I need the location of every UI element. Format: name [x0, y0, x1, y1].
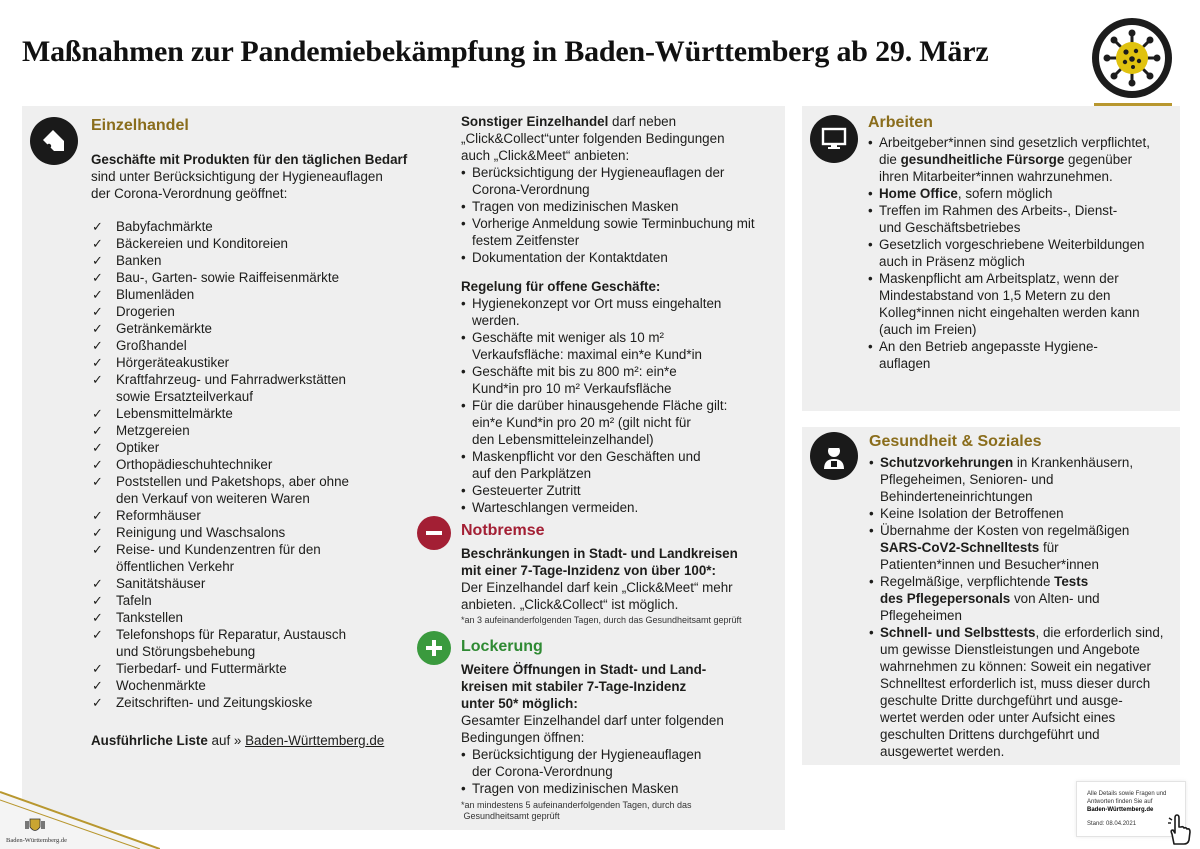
info-card: Alle Details sowie Fragen und Antworten finden Sie auf Baden-Württemberg.de Stand: 08.04.2021	[1076, 781, 1186, 837]
essential-shops-list	[92, 218, 349, 711]
list-item: ✓ Tierbedarf- und Futtermärkte	[92, 660, 349, 677]
other-retail-intro: Sonstiger Einzelhandel darf neben „Click&Collect“unter folgenden Bedingungen auch „Click&Meet“ anbieten:	[461, 114, 725, 163]
page-title: Maßnahmen zur Pandemiebekämpfung in Baden-Württemberg ab 29. März	[22, 35, 989, 68]
section-heading-einzelhandel: Einzelhandel	[91, 117, 189, 134]
list-item: ✓ Wochenmärkte	[92, 677, 349, 694]
notbremse-text: Beschränkungen in Stadt- und Landkreisen mit einer 7-Tage-Inzidenz von über 100*: Der Einzelhandel darf kein „Click&Meet“ mehr anbieten. „Click&Collect“ ist möglich.	[461, 546, 738, 612]
list-item: • Dokumentation der Kontaktdaten	[461, 249, 755, 266]
list-item: ✓ Sanitätshäuser	[92, 575, 349, 592]
list-item: ✓ Metzgereien	[92, 422, 349, 439]
lockerung-footnote: *an mindestens 5 aufeinanderfolgenden Tagen, durch das Gesundheitsamt geprüft	[461, 800, 692, 821]
list-item: • An den Betrieb angepasste Hygiene- auflagen	[868, 338, 1150, 372]
list-item: • Warteschlangen vermeiden.	[461, 499, 727, 516]
full-list-hint: Ausführliche Liste auf » Baden-Württemberg.de	[91, 733, 385, 748]
section-heading-gesundheit: Gesundheit & Soziales	[869, 433, 1042, 450]
list-item: ✓ Tankstellen	[92, 609, 349, 626]
list-item: • Schutzvorkehrungen in Krankenhäusern, Pflegeheimen, Senioren- und Behinderteneinrichtungen	[869, 454, 1164, 505]
section-heading-arbeiten: Arbeiten	[868, 114, 933, 131]
list-item: • Schnell- und Selbsttests, die erforderlich sind, um gewisse Dienstleistungen und Angebote wahrnehmen zu können: Soweit ein negativer Schnelltest erforderlich ist, muss dieser durch geschulte Dritte durchgeführt und ausge- wertet werden oder unter Aufsicht eines geschulten Drittens durchgeführt und ausgewertet werden.	[869, 624, 1164, 760]
plus-icon	[417, 631, 451, 665]
list-item: • Übernahme der Kosten von regelmäßigen SARS-CoV2-Schnelltests für Patienten*innen und Besucher*innen	[869, 522, 1164, 573]
list-item: ✓ Telefonshops für Reparatur, Austausch und Störungsbehebung	[92, 626, 349, 660]
section-heading-notbremse: Notbremse	[461, 522, 545, 539]
list-item: ✓ Orthopädieschuhtechniker	[92, 456, 349, 473]
list-item: • Berücksichtigung der Hygieneauflagen der Corona-Verordnung	[461, 164, 755, 198]
list-item: • Regelmäßige, verpflichtende Tests des Pflegepersonals von Alten- und Pflegeheimen	[869, 573, 1164, 624]
list-item: • Gesteuerter Zutritt	[461, 482, 727, 499]
list-item: ✓ Drogerien	[92, 303, 349, 320]
doctor-icon	[810, 432, 858, 480]
list-item: ✓ Hörgeräteakustiker	[92, 354, 349, 371]
list-item: ✓ Optiker	[92, 439, 349, 456]
list-item: ✓ Großhandel	[92, 337, 349, 354]
list-item: • Maskenpflicht vor den Geschäften und auf den Parkplätzen	[461, 448, 727, 482]
monitor-icon	[810, 115, 858, 163]
state-crest-icon	[24, 817, 46, 835]
virus-logo	[1092, 18, 1172, 98]
list-item: ✓ Kraftfahrzeug- und Fahrradwerkstätten sowie Ersatzteilverkauf	[92, 371, 349, 405]
list-item: • Keine Isolation der Betroffenen	[869, 505, 1164, 522]
list-item: ✓ Blumenläden	[92, 286, 349, 303]
list-item: ✓ Tafeln	[92, 592, 349, 609]
other-retail-conditions	[461, 164, 755, 266]
list-item: ✓ Reise- und Kundenzentren für den öffentlichen Verkehr	[92, 541, 349, 575]
list-item: ✓ Bau-, Garten- sowie Raiffeisenmärkte	[92, 269, 349, 286]
list-item: • Tragen von medizinischen Masken	[461, 198, 755, 215]
list-item: • Gesetzlich vorgeschriebene Weiterbildungen auch in Präsenz möglich	[868, 236, 1150, 270]
open-shops-rules	[461, 295, 727, 516]
list-item: ✓ Getränkemärkte	[92, 320, 349, 337]
list-item: • Für die darüber hinausgehende Fläche gilt: ein*e Kund*in pro 20 m² (gilt nicht für den Lebensmitteleinzelhandel)	[461, 397, 727, 448]
list-item: ✓ Banken	[92, 252, 349, 269]
essential-shops-intro: Geschäfte mit Produkten für den täglichen Bedarf sind unter Berücksichtigung der Hygieneauflagen der Corona-Verordnung geöffnet:	[91, 152, 408, 201]
list-item: • Maskenpflicht am Arbeitsplatz, wenn der Mindestabstand von 1,5 Metern zu den Kolleg*innen nicht eingehalten werden kann (auch im Freien)	[868, 270, 1150, 338]
lockerung-conditions	[461, 746, 701, 797]
list-item: ✓ Bäckereien und Konditoreien	[92, 235, 349, 252]
open-shops-heading: Regelung für offene Geschäfte:	[461, 279, 661, 294]
info-link[interactable]: Baden-Württemberg.de	[1087, 807, 1154, 813]
price-tag-icon	[30, 117, 78, 165]
brand-text: Baden-Württemberg.de	[6, 837, 68, 844]
list-item: ✓ Zeitschriften- und Zeitungskioske	[92, 694, 349, 711]
list-item: • Home Office, sofern möglich	[868, 185, 1150, 202]
list-item: • Vorherige Anmeldung sowie Terminbuchung mit festem Zeitfenster	[461, 215, 755, 249]
notbremse-footnote: *an 3 aufeinanderfolgenden Tagen, durch das Gesundheitsamt geprüft	[461, 615, 742, 625]
minus-icon	[417, 516, 451, 550]
list-item: • Treffen im Rahmen des Arbeits-, Dienst- und Geschäftsbetriebes	[868, 202, 1150, 236]
section-heading-lockerung: Lockerung	[461, 638, 543, 655]
lockerung-text: Weitere Öffnungen in Stadt- und Land- kreisen mit stabiler 7-Tage-Inzidenz unter 50* möglich: Gesamter Einzelhandel darf unter folgenden Bedingungen öffnen:	[461, 662, 724, 745]
list-item: • Hygienekonzept vor Ort muss eingehalten werden.	[461, 295, 727, 329]
list-item: • Geschäfte mit weniger als 10 m² Verkaufsfläche: maximal ein*e Kund*in	[461, 329, 727, 363]
list-item: ✓ Reformhäuser	[92, 507, 349, 524]
list-item: • Geschäfte mit bis zu 800 m²: ein*e Kund*in pro 10 m² Verkaufsfläche	[461, 363, 727, 397]
list-item: • Arbeitgeber*innen sind gesetzlich verpflichtet, die gesundheitliche Fürsorge gegenüber ihren Mitarbeiter*innen wahrzunehmen.	[868, 134, 1150, 185]
health-rules	[869, 454, 1164, 760]
list-item: ✓ Reinigung und Waschsalons	[92, 524, 349, 541]
list-item: ✓ Babyfachmärkte	[92, 218, 349, 235]
list-item: ✓ Poststellen und Paketshops, aber ohne den Verkauf von weiteren Waren	[92, 473, 349, 507]
pointing-hand-icon	[1166, 814, 1194, 846]
full-list-link[interactable]: Baden-Württemberg.de	[245, 733, 385, 748]
work-rules	[868, 134, 1150, 372]
coronavirus-icon	[1103, 29, 1161, 87]
list-item: • Berücksichtigung der Hygieneauflagen der Corona-Verordnung	[461, 746, 701, 780]
list-item: • Tragen von medizinischen Masken	[461, 780, 701, 797]
list-item: ✓ Lebensmittelmärkte	[92, 405, 349, 422]
